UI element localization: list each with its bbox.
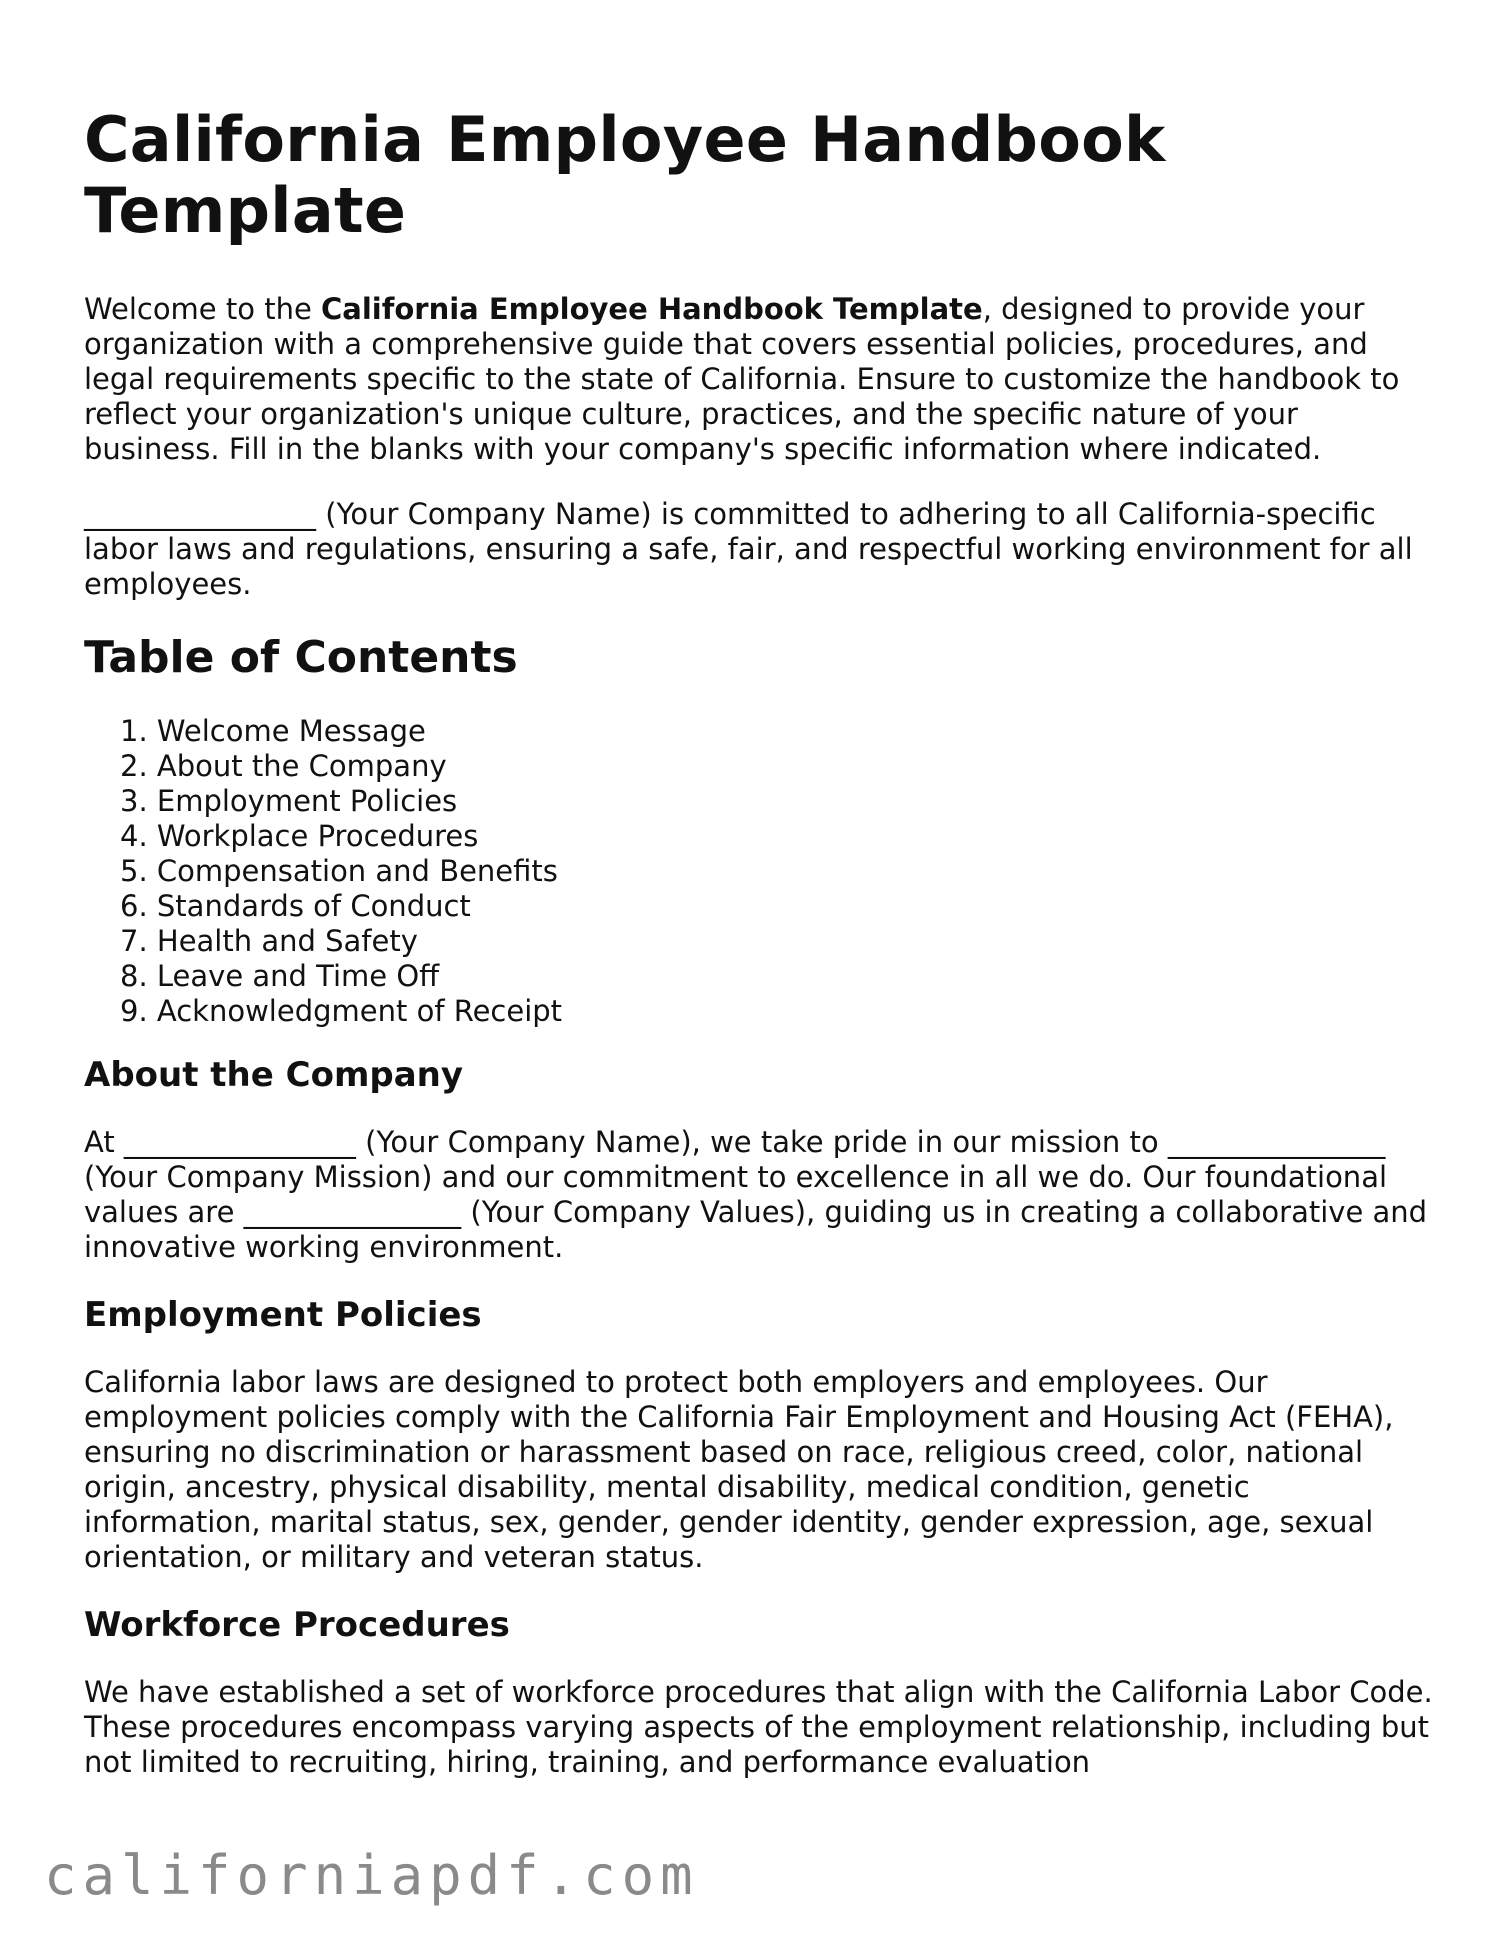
- toc-item-label: Compensation and Benefits: [156, 854, 558, 888]
- toc-item-number: 1.: [120, 714, 148, 748]
- toc-heading: Table of Contents: [84, 632, 518, 683]
- toc-item-label: Leave and Time Off: [156, 959, 440, 993]
- toc-item-label: Employment Policies: [156, 784, 458, 818]
- toc-item: [120, 959, 1434, 994]
- intro-paragraph: [84, 292, 1434, 467]
- toc-item-label: About the Company: [156, 749, 447, 783]
- toc-item: [120, 924, 1434, 959]
- toc-item-number: 4.: [120, 819, 148, 853]
- toc-item: [120, 854, 1434, 889]
- intro-prefix: Welcome to the: [84, 292, 322, 326]
- section-body-about: At ________________ (Your Company Name), we take pride in our mission to _______________ (Your Company Mission) and our commitment to excellence in all we do. Our foundational values are _______________ (Your Company Values), guiding us in creating a collaborative and innovative working environment.: [84, 1125, 1428, 1264]
- intro-suffix: , designed to provide your organization with a comprehensive guide that covers essential policies, procedures, and legal requirements specific to the state of California. Ensure to customize the handbook to reflect your organization's unique culture, practices, and the specific nature of your business. Fill in the blanks with your company's specific information where indicated.: [84, 292, 1400, 466]
- toc-item-number: 3.: [120, 784, 148, 818]
- toc-item-number: 7.: [120, 924, 148, 958]
- toc-item-number: 2.: [120, 749, 148, 783]
- toc-item: [120, 714, 1434, 749]
- toc-item-number: 5.: [120, 854, 148, 888]
- toc-item: [120, 889, 1434, 924]
- toc-item-number: 9.: [120, 994, 148, 1028]
- toc-item: [120, 994, 1434, 1029]
- toc-item-label: Standards of Conduct: [156, 889, 471, 923]
- toc-item-label: Acknowledgment of Receipt: [156, 994, 563, 1028]
- watermark: californiapdf.com: [44, 1844, 699, 1907]
- toc-item: [120, 784, 1434, 819]
- commitment-paragraph: ________________ (Your Company Name) is committed to adhering to all California-specific labor laws and regulations, ensuring a safe, fair, and respectful working environment for all employees.: [84, 497, 1413, 601]
- section-heading-employment-policies: Employment Policies: [84, 1295, 482, 1335]
- toc-item-number: 8.: [120, 959, 148, 993]
- section-body-workforce-procedures: We have established a set of workforce procedures that align with the California Labor Code. These procedures encompass varying aspects of the employment relationship, including but not limited to recruiting, hiring, training, and performance evaluation: [84, 1675, 1433, 1779]
- section-body-employment-policies: California labor laws are designed to protect both employers and employees. Our employment policies comply with the California Fair Employment and Housing Act (FEHA), ensuring no discrimination or harassment based on race, religious creed, color, national origin, ancestry, physical disability, mental disability, medical condition, genetic information, marital status, sex, gender, gender identity, gender expression, age, sexual orientation, or military and veteran status.: [84, 1365, 1394, 1574]
- section-heading-about: About the Company: [84, 1055, 464, 1095]
- toc-item-number: 6.: [120, 889, 148, 923]
- table-of-contents: [84, 714, 1434, 1029]
- document-page: [84, 104, 1434, 1810]
- toc-item: [120, 749, 1434, 784]
- section-heading-workforce-procedures: Workforce Procedures: [84, 1605, 510, 1645]
- intro-bold-title: California Employee Handbook Template: [321, 292, 983, 326]
- toc-item: [120, 819, 1434, 854]
- toc-item-label: Welcome Message: [156, 714, 426, 748]
- toc-item-label: Health and Safety: [156, 924, 418, 958]
- page-title: California Employee Handbook Template: [84, 103, 1166, 247]
- toc-item-label: Workplace Procedures: [156, 819, 479, 853]
